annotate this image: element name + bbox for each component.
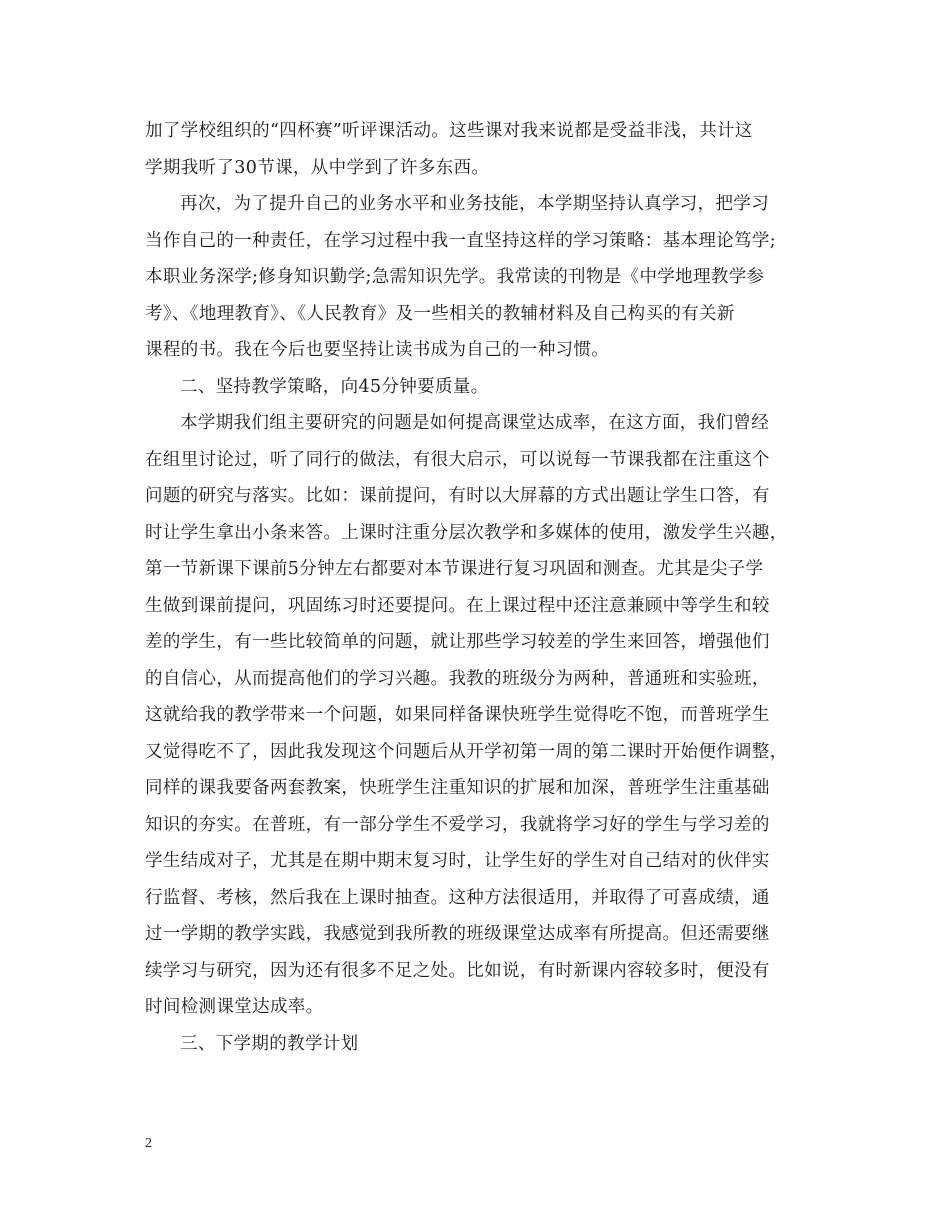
text-line: 时间检测课堂达成率。 (145, 997, 324, 1017)
text-line: 差的学生，有一些比较简单的问题，就让那些学习较差的学生来回答，增强他们 (145, 632, 770, 652)
section-heading: 二、坚持教学策略，向45分钟要质量。 (180, 376, 489, 397)
text-line: 在组里讨论过，听了同行的做法，有很大启示，可以说每一节课我都在注重这个 (145, 449, 770, 470)
text-line: 学生结成对子，尤其是在期中期末复习时，让学生好的学生对自己结对的伙伴实 (145, 851, 770, 871)
text-line: 再次，为了提升自己的业务水平和业务技能，本学期坚持认真学习，把学习 (180, 194, 770, 214)
text-line: 过一学期的教学实践，我感觉到我所教的班级课堂达成率有所提高。但还需要继 (145, 924, 770, 944)
text-line: 又觉得吃不了，因此我发现这个问题后从开学初第一周的第二课时开始便作调整， (145, 741, 788, 762)
text-line: 生做到课前提问，巩固练习时还要提问。在上课过程中还注意兼顾中等学生和较 (145, 595, 770, 616)
text-line: 本职业务深学;修身知识勤学;急需知识先学。我常读的刊物是《中学地理教学参 (145, 267, 765, 287)
text-line: 课程的书。我在今后也要坚持让读书成为自己的一种习惯。 (145, 340, 610, 360)
text-line: 同样的课我要备两套教案，快班学生注重知识的扩展和加深，普班学生注重基础 (145, 778, 770, 798)
text-line: 第一节新课下课前5分钟左右都要对本节课进行复习巩固和测查。尤其是尖子学 (145, 559, 764, 579)
text-line: 学期我听了30节课，从中学到了许多东西。 (145, 157, 490, 178)
text-line: 加了学校组织的“四杯赛”听评课活动。这些课对我来说都是受益非浅，共计这 (145, 121, 753, 141)
text-line: 问题的研究与落实。比如：课前提问，有时以大屏幕的方式出题让学生口答，有 (145, 486, 770, 506)
text-line: 这就给我的教学带来一个问题，如果同样备课快班学生觉得吃不饱，而普班学生 (145, 705, 770, 725)
text-line: 知识的夯实。在普班，有一部分学生不爱学习，我就将学习好的学生与学习差的 (145, 814, 770, 835)
page-number: 2 (145, 1136, 152, 1151)
text-line: 续学习与研究，因为还有很多不足之处。比如说，有时新课内容较多时，便没有 (145, 960, 770, 981)
section-heading: 三、下学期的教学计划 (180, 1033, 359, 1054)
document-body (145, 113, 815, 1062)
text-line: 时让学生拿出小条来答。上课时注重分层次教学和多媒体的使用，激发学生兴趣， (145, 522, 788, 543)
text-line: 本学期我们组主要研究的问题是如何提高课堂达成率，在这方面，我们曾经 (180, 413, 770, 433)
text-line: 当作自己的一种责任，在学习过程中我一直坚持这样的学习策略：基本理论笃学; (145, 230, 776, 251)
text-line: 行监督、考核，然后我在上课时抽查。这种方法很适用，并取得了可喜成绩，通 (145, 887, 770, 908)
text-line: 的自信心，从而提高他们的学习兴趣。我教的班级分为两种，普通班和实验班， (145, 668, 770, 689)
text-line: 考》、《地理教育》、《人民教育》及一些相关的教辅材料及自己构买的有关新 (145, 303, 735, 324)
